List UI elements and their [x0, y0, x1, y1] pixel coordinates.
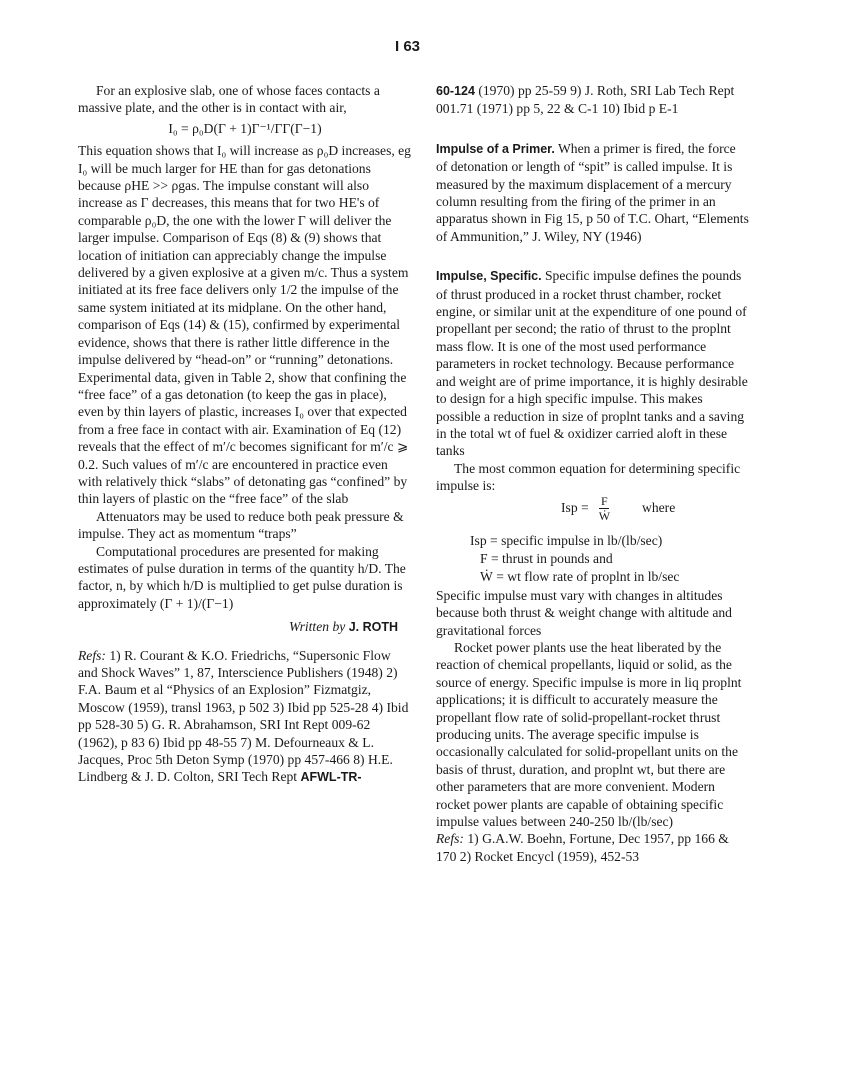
definition-w: Ẇ = wt flow rate of proplnt in lb/sec	[480, 569, 680, 585]
right-column	[436, 82, 749, 865]
refs-tail-bold: AFWL-TR-	[300, 770, 362, 785]
primer-heading: Impulse of a Primer.	[436, 141, 555, 156]
rocket-paragraph: Rocket power plants use the heat liberated by the reaction of chemical propellants, liquid or solid, as the source of energy. Specific impulse is more in liq proplnt applications; it is difficult to accurately measure the propellant flow rate of solid-propellant-rocket thrust producing units. The average specific impulse is occasionally calculated for solid-propellant units on the basis of thrust, duration, and proplnt wt, but there are other parameters that are more convenient. Modern rocket power plants are capable of obtaining specific impulse values between 240-250 lb/(lb/sec)	[436, 639, 742, 830]
right-refs-label: Refs:	[436, 831, 464, 847]
isp-denominator: Ẇ	[598, 508, 611, 523]
attenuators-paragraph: Attenuators may be used to reduce both peak pressure & impulse. They act as momentum “traps”	[78, 508, 404, 542]
impulse-discussion-paragraph: This equation shows that I₀ will increase as ρ₀D increases, eg I₀ will be much larger for HE than for gas detonations because ρHE >> ρgas. The impulse constant will also increase as Γ decreases, this means that for two HE's of comparable ρ₀D, the one with the lower Γ will deliver the larger impulse. Comparison of Eqs (8) & (9) shows that location of initiation can appreciably change the impulse delivered by a given explosive at a given m/c. Thus a system initiated at its free face delivers only 1/2 the impulse of the same system initiated at its midplane. On the other hand, comparison of Eqs (14) & (15), confirmed by experimental evidence, shows that there is rather little difference in the impulse delivered by “head-on” or “running” detonations. Experimental data, given in Table 2, show that confining the “free face” of a gas detonation (to keep the gas in place), even by thin layers of plastic, increases I₀ over that expected from a free face in contact with air. Examination of Eq (12) reveals that the effect of m′/c becomes significant for m′/c ⩾ 0.2. Such values of m′/c are encountered in practice even with relatively thick “slabs” of detonating gas “confined” by thin layers of plastic on the “free face” of the slab	[78, 143, 411, 507]
primer-text: When a primer is fired, the force of detonation or length of “spit” is called impulse. It is measured by the maximum displacement of a mercury column resulting from the firing of the primer in an apparatus shown in Fig 15, p 50 of T.C. Ohart, “Elements of Ammunition,” J. Wiley, NY (1946)	[436, 140, 749, 244]
isp-equation	[436, 495, 749, 522]
right-refs-text: 1) G.A.W. Boehn, Fortune, Dec 1957, pp 166 & 170 2) Rocket Encycl (1959), 452-53	[436, 831, 729, 864]
right-references	[436, 830, 749, 865]
isp-numerator: F	[601, 493, 608, 508]
author-signature	[78, 618, 412, 636]
left-column	[78, 82, 412, 787]
refs-cont-bold: 60-124	[436, 84, 475, 98]
impulse-equation: I₀ = ρ₀D(Γ + 1)Γ⁻¹/ΓΓ(Γ−1)	[168, 120, 322, 136]
signature-prefix: Written by	[289, 619, 346, 635]
refs-cont-text: (1970) pp 25-59 9) J. Roth, SRI Lab Tech Rept 001.71 (1971) pp 5, 22 & C-1 10) Ibid p E-1	[436, 83, 735, 117]
definition-isp: Isp = specific impulse in lb/(lb/sec)	[470, 532, 663, 548]
computational-paragraph: Computational procedures are presented for making estimates of pulse duration in terms of the quantity h/D. The factor, n, by which h/D is multiplied to get pulse duration is approximately (Γ + 1)/(Γ−1)	[78, 543, 406, 611]
intro-paragraph: For an explosive slab, one of whose faces contacts a massive plate, and the other is in contact with air,	[78, 83, 380, 116]
isp-lhs: Isp =	[561, 500, 589, 516]
equation-intro: The most common equation for determining specific impulse is:	[436, 460, 741, 494]
isp-fraction	[599, 495, 610, 522]
refs-label: Refs:	[78, 647, 106, 663]
primer-entry	[436, 140, 749, 245]
page-number: I 63	[395, 38, 421, 55]
refs-text: 1) R. Courant & K.O. Friedrichs, “Supersonic Flow and Shock Waves” 1, 87, Interscience Publishers (1948) 2) F.A. Baum et al “Physics of an Explosion” Fizmatgiz, Moscow (1959), transl 1963, p 502 3) Ibid pp 525-28 4) Ibid pp 528-30 5) G. R. Abrahamson, SRI Int Rept 009-62 (1962), p 83 6) Ibid pp 48-55 7) M. Defourneaux & L. Jacques, Proc 5th Deton Symp (1970) pp 457-466 8) H.E. Lindberg & J. D. Colton, SRI Tech Rept	[78, 647, 409, 785]
specific-impulse-heading: Impulse, Specific.	[436, 269, 542, 284]
left-references	[78, 647, 412, 787]
isp-where: where	[642, 500, 676, 516]
references-continued	[436, 82, 749, 118]
variable-definitions	[470, 532, 749, 586]
specific-impulse-entry	[436, 267, 749, 459]
altitude-paragraph: Specific impulse must vary with changes in altitudes because both thrust & weight change with altitude and gravitational forces	[436, 587, 732, 638]
signature-author: J. ROTH	[348, 620, 398, 635]
definition-f: F = thrust in pounds and	[480, 550, 613, 566]
specific-impulse-text: Specific impulse defines the pounds of thrust produced in a rocket thrust chamber, rocket engine, or similar unit at the expenditure of one pound of propellant per second; the ratio of thrust to the proplnt mass flow. It is one of the most used performance parameters in rocket technology. Because performance and weight are of prime importance, it is highly desirable to design for a high specific impulse. This makes possible a reduction in size of proplnt tanks and a saving in the total wt of fuel & oxidizer carried aloft in these tanks	[436, 268, 748, 459]
